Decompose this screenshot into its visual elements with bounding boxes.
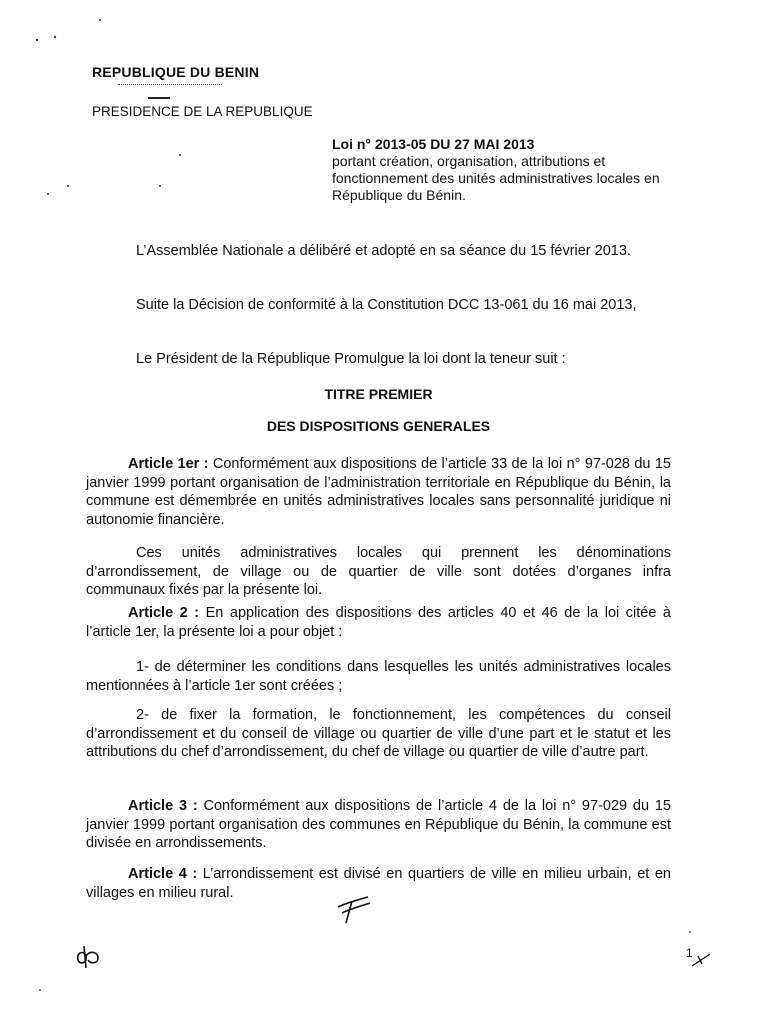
article-2-item-1 <box>86 658 671 695</box>
republic-heading: REPUBLIQUE DU BENIN <box>92 64 260 80</box>
initials-signature-right <box>690 950 714 970</box>
article-2-item-1-text: 1- de déterminer les conditions dans lesquelles les unités administratives locales mentionnées à l’article 1er sont créées ; <box>86 659 671 694</box>
preamble-paragraph-1 <box>86 242 671 261</box>
article-1-paragraph-2 <box>86 544 671 600</box>
article-2-text: En application des dispositions des articles 40 et 46 de la loi citée à l’article 1er, la présente loi a pour objet : <box>86 605 671 640</box>
national-motto-line <box>118 84 222 87</box>
page-number: 1 <box>686 946 693 960</box>
preamble-text-3: Le Président de la République Promulgue la loi dont la teneur suit : <box>136 351 566 367</box>
article-4 <box>86 865 671 902</box>
preamble-text-1: L’Assemblée Nationale a délibéré et adopté en sa séance du 15 février 2013. <box>136 243 631 259</box>
article-3 <box>86 797 671 853</box>
article-3-label: Article 3 : <box>128 798 198 814</box>
article-2-label: Article 2 : <box>128 605 200 621</box>
preamble-text-2: Suite la Décision de conformité à la Constitution DCC 13-061 du 16 mai 2013, <box>136 297 637 313</box>
preamble-paragraph-2 <box>86 296 671 315</box>
law-subtitle: portant création, organisation, attributions et fonctionnement des unités administratives locales en République du Bénin. <box>332 153 660 203</box>
law-reference-block <box>332 136 677 204</box>
article-2-item-2 <box>86 706 671 762</box>
law-title: Loi n° 2013-05 DU 27 MAI 2013 <box>332 136 535 152</box>
article-4-text: L’arrondissement est divisé en quartiers de ville en milieu urbain, et en villages en milieu rural. <box>86 866 671 901</box>
article-1-text-2: Ces unités administratives locales qui prennent les dénominations d’arrondissement, de village ou de quartier de ville sont dotées d’organes infra communaux fixés par la présente loi. <box>86 545 671 598</box>
article-4-label: Article 4 : <box>128 866 198 882</box>
article-1-text: Conformément aux dispositions de l’article 33 de la loi n° 97-028 du 15 janvier 1999 portant organisation de l’administration territoriale en République du Bénin, la commune est démembrée en unités administratives locales sans personnalité juridique ni autonomie financière. <box>86 456 671 528</box>
article-1-label: Article 1er : <box>128 456 209 472</box>
article-2-item-2-text: 2- de fixer la formation, le fonctionnement, les compétences du conseil d’arrondissement et du conseil de village ou quartier de ville d’une part et le statut et les attributions du chef d’arrondissement, du chef de village ou quartier de ville d’autre part. <box>86 707 671 760</box>
initials-signature-center <box>332 893 376 927</box>
article-3-text: Conformément aux dispositions de l’article 4 de la loi n° 97-029 du 15 janvier 1999 portant organisation des communes en République du Bénin, la commune est divisée en arrondissements. <box>86 798 671 851</box>
article-2 <box>86 604 671 641</box>
titre-heading: TITRE PREMIER <box>324 386 433 402</box>
initials-signature-left <box>72 942 106 972</box>
section-heading: DES DISPOSITIONS GENERALES <box>266 418 491 434</box>
preamble-paragraph-3 <box>86 350 671 369</box>
presidency-heading: PRESIDENCE DE LA REPUBLIQUE <box>92 104 313 119</box>
article-1 <box>86 455 671 529</box>
header-divider <box>148 97 170 99</box>
